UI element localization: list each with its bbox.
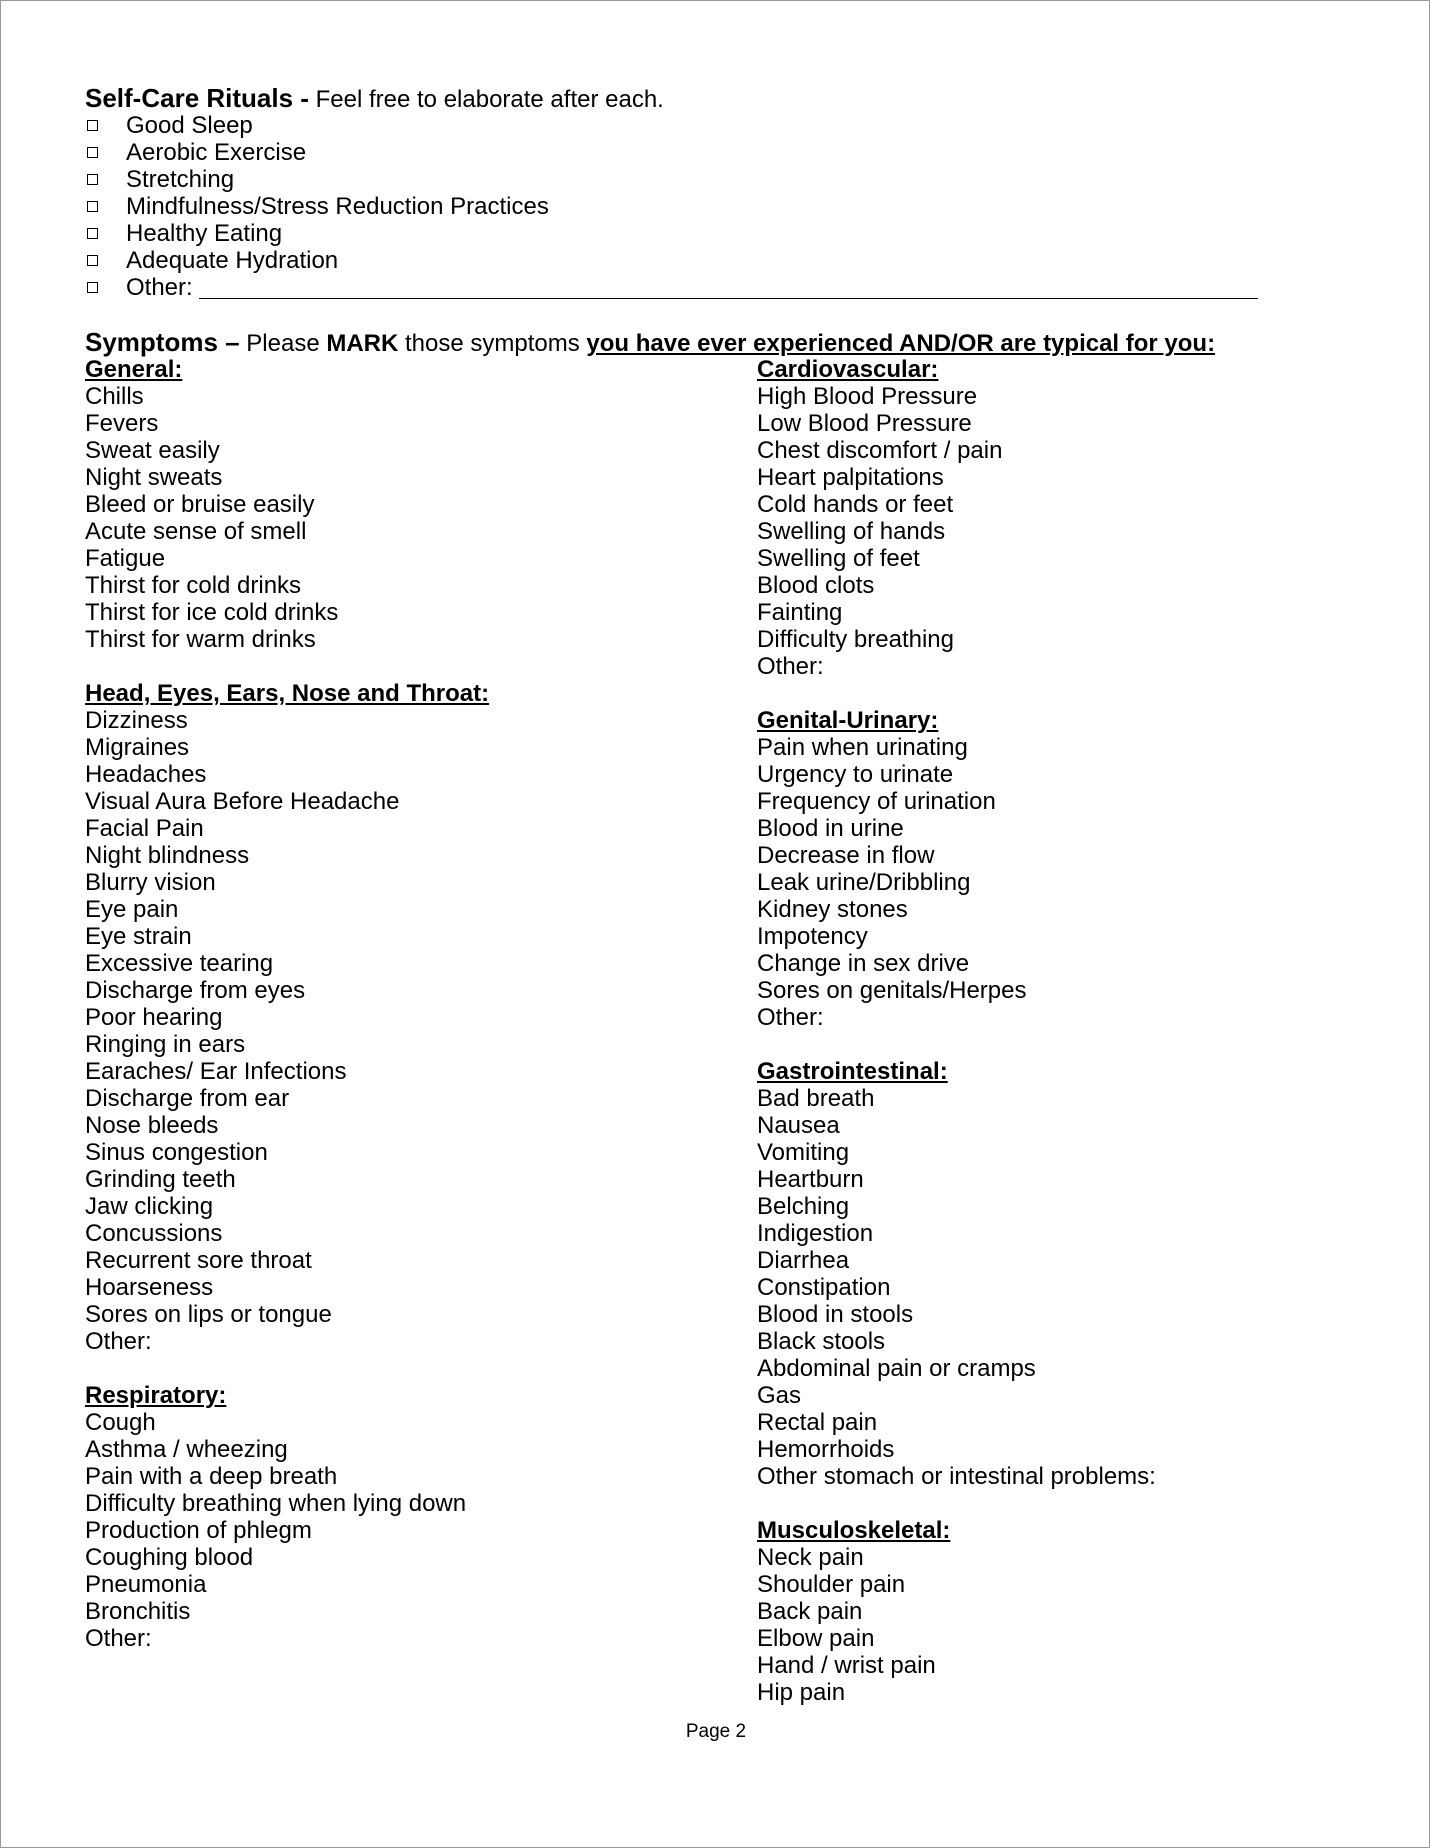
right-column: [757, 356, 1317, 1706]
symptoms-instruction-pre: Please: [246, 330, 320, 357]
self-care-item[interactable]: [85, 247, 1265, 274]
section-list-cardiovascular: [757, 383, 1317, 680]
page-number: Page 2: [685, 1721, 747, 1742]
symptom-item[interactable]: Cough: [85, 1409, 156, 1436]
symptoms-instruction-mark: MARK: [326, 330, 399, 357]
symptom-item[interactable]: Hand / wrist pain: [757, 1652, 936, 1679]
section-list-general: [85, 383, 645, 653]
symptom-item[interactable]: Bronchitis: [85, 1598, 191, 1625]
section-list-respiratory: [85, 1409, 645, 1652]
section-title-musculoskeletal: Musculoskeletal:: [757, 1517, 951, 1544]
symptom-item[interactable]: Blood in stools: [757, 1301, 914, 1328]
symptom-item[interactable]: Sores on genitals/Herpes: [757, 977, 1027, 1004]
symptom-item[interactable]: Night blindness: [85, 842, 250, 869]
self-care-other-label: Other:: [126, 274, 193, 301]
symptom-item[interactable]: Sores on lips or tongue: [85, 1301, 332, 1328]
checkbox[interactable]: [87, 174, 98, 185]
symptom-item[interactable]: Thirst for warm drinks: [85, 626, 316, 653]
checkbox[interactable]: [87, 255, 98, 266]
symptom-item[interactable]: Eye strain: [85, 923, 192, 950]
symptom-item[interactable]: Bleed or bruise easily: [85, 491, 315, 518]
section-list-genital-urinary: [757, 734, 1317, 1031]
symptom-item[interactable]: Chills: [85, 383, 144, 410]
self-care-item-label: Aerobic Exercise: [126, 139, 307, 166]
symptom-item[interactable]: Headaches: [85, 761, 207, 788]
section-title-heent: Head, Eyes, Ears, Nose and Throat:: [85, 680, 490, 707]
self-care-checklist: [85, 112, 1265, 274]
symptom-item[interactable]: Hoarseness: [85, 1274, 214, 1301]
symptom-item[interactable]: Eye pain: [85, 896, 179, 923]
symptom-item[interactable]: Difficulty breathing: [757, 626, 954, 653]
symptom-item[interactable]: Vomiting: [757, 1139, 850, 1166]
symptom-item[interactable]: Elbow pain: [757, 1625, 875, 1652]
symptom-item[interactable]: Grinding teeth: [85, 1166, 236, 1193]
symptom-item[interactable]: Pain when urinating: [757, 734, 968, 761]
symptom-item[interactable]: Thirst for cold drinks: [85, 572, 302, 599]
symptoms-title: Symptoms –: [85, 327, 240, 357]
self-care-item[interactable]: [85, 193, 1265, 220]
symptom-item[interactable]: Bad breath: [757, 1085, 875, 1112]
self-care-subtitle: Feel free to elaborate after each.: [315, 86, 664, 113]
symptom-item[interactable]: Decrease in flow: [757, 842, 935, 869]
symptom-item[interactable]: Shoulder pain: [757, 1571, 906, 1598]
symptom-item[interactable]: Other:: [757, 1004, 824, 1031]
self-care-other-row: [85, 274, 1265, 301]
symptom-item[interactable]: Visual Aura Before Headache: [85, 788, 400, 815]
symptom-item[interactable]: Nausea: [757, 1112, 840, 1139]
symptom-item[interactable]: Other stomach or intestinal problems:: [757, 1463, 1156, 1490]
self-care-item[interactable]: [85, 112, 1265, 139]
symptom-item[interactable]: Earaches/ Ear Infections: [85, 1058, 347, 1085]
symptom-item[interactable]: Sweat easily: [85, 437, 220, 464]
symptom-item[interactable]: Heartburn: [757, 1166, 864, 1193]
self-care-title: Self-Care Rituals -: [85, 83, 309, 113]
symptom-item[interactable]: Thirst for ice cold drinks: [85, 599, 339, 626]
symptom-item[interactable]: Ringing in ears: [85, 1031, 246, 1058]
symptom-item[interactable]: Back pain: [757, 1598, 863, 1625]
symptom-item[interactable]: Pneumonia: [85, 1571, 207, 1598]
self-care-item-label: Stretching: [126, 166, 235, 193]
symptom-item[interactable]: Discharge from eyes: [85, 977, 306, 1004]
symptom-item[interactable]: Difficulty breathing when lying down: [85, 1490, 467, 1517]
symptom-item[interactable]: Cold hands or feet: [757, 491, 954, 518]
symptom-item[interactable]: Excessive tearing: [85, 950, 274, 977]
symptom-item[interactable]: Impotency: [757, 923, 868, 950]
symptoms-instruction-mid: those symptoms: [405, 330, 580, 357]
symptom-item[interactable]: Recurrent sore throat: [85, 1247, 312, 1274]
symptom-item[interactable]: Belching: [757, 1193, 850, 1220]
checkbox[interactable]: [87, 120, 98, 131]
checkbox[interactable]: [87, 201, 98, 212]
self-care-item-label: Adequate Hydration: [126, 247, 339, 274]
self-care-item-label: Good Sleep: [126, 112, 253, 139]
symptom-item[interactable]: Coughing blood: [85, 1544, 254, 1571]
symptoms-heading: [85, 329, 1265, 356]
symptom-item[interactable]: Other:: [757, 653, 824, 680]
symptom-item[interactable]: Production of phlegm: [85, 1517, 312, 1544]
symptom-item[interactable]: Chest discomfort / pain: [757, 437, 1003, 464]
symptom-item[interactable]: Sinus congestion: [85, 1139, 268, 1166]
self-care-item-label: Healthy Eating: [126, 220, 283, 247]
symptom-item[interactable]: Night sweats: [85, 464, 223, 491]
symptom-item[interactable]: Discharge from ear: [85, 1085, 290, 1112]
symptom-item[interactable]: Diarrhea: [757, 1247, 850, 1274]
symptom-item[interactable]: Hemorrhoids: [757, 1436, 895, 1463]
symptom-item[interactable]: Nose bleeds: [85, 1112, 219, 1139]
symptom-item[interactable]: Fevers: [85, 410, 159, 437]
self-care-item[interactable]: [85, 139, 1265, 166]
symptom-item[interactable]: Urgency to urinate: [757, 761, 954, 788]
page-content: [85, 83, 1265, 1706]
symptom-item[interactable]: Gas: [757, 1382, 802, 1409]
section-list-musculoskeletal: [757, 1544, 1317, 1706]
symptom-item[interactable]: Indigestion: [757, 1220, 874, 1247]
symptom-item[interactable]: Pain with a deep breath: [85, 1463, 338, 1490]
symptom-item[interactable]: Other:: [85, 1625, 152, 1652]
section-title-gastrointestinal: Gastrointestinal:: [757, 1058, 948, 1085]
symptom-item[interactable]: Other:: [85, 1328, 152, 1355]
symptom-item[interactable]: Blood clots: [757, 572, 875, 599]
section-list-heent: [85, 707, 645, 1355]
section-title-genital-urinary: Genital-Urinary:: [757, 707, 939, 734]
symptom-item[interactable]: Facial Pain: [85, 815, 204, 842]
symptom-item[interactable]: Hip pain: [757, 1679, 846, 1706]
symptom-item[interactable]: Concussions: [85, 1220, 223, 1247]
self-care-item[interactable]: [85, 220, 1265, 247]
section-title-respiratory: Respiratory:: [85, 1382, 227, 1409]
symptom-item[interactable]: Constipation: [757, 1274, 891, 1301]
symptom-item[interactable]: Jaw clicking: [85, 1193, 214, 1220]
symptom-item[interactable]: High Blood Pressure: [757, 383, 978, 410]
section-title-cardiovascular: Cardiovascular:: [757, 356, 939, 383]
symptom-item[interactable]: Blood in urine: [757, 815, 904, 842]
symptom-item[interactable]: Abdominal pain or cramps: [757, 1355, 1036, 1382]
symptom-item[interactable]: Swelling of feet: [757, 545, 920, 572]
symptom-item[interactable]: Rectal pain: [757, 1409, 878, 1436]
symptom-item[interactable]: Fatigue: [85, 545, 166, 572]
other-write-in-line[interactable]: [199, 276, 1258, 299]
symptom-item[interactable]: Dizziness: [85, 707, 188, 734]
symptom-item[interactable]: Migraines: [85, 734, 190, 761]
checkbox-other[interactable]: [87, 282, 98, 293]
symptom-item[interactable]: Neck pain: [757, 1544, 864, 1571]
symptom-item[interactable]: Kidney stones: [757, 896, 908, 923]
checkbox[interactable]: [87, 228, 98, 239]
symptom-item[interactable]: Acute sense of smell: [85, 518, 307, 545]
left-column: [85, 356, 645, 1652]
section-list-gastrointestinal: [757, 1085, 1317, 1490]
checkbox[interactable]: [87, 147, 98, 158]
symptom-item[interactable]: Heart palpitations: [757, 464, 944, 491]
self-care-heading: [85, 85, 1265, 112]
self-care-item[interactable]: [85, 166, 1265, 193]
symptom-item[interactable]: Blurry vision: [85, 869, 216, 896]
symptom-item[interactable]: Asthma / wheezing: [85, 1436, 288, 1463]
symptom-item[interactable]: Fainting: [757, 599, 843, 626]
symptom-item[interactable]: Low Blood Pressure: [757, 410, 972, 437]
self-care-item-label: Mindfulness/Stress Reduction Practices: [126, 193, 549, 220]
symptoms-instruction-emphasis: you have ever experienced AND/OR are typical for you:: [586, 330, 1216, 357]
symptom-item[interactable]: Poor hearing: [85, 1004, 223, 1031]
section-title-general: General:: [85, 356, 183, 383]
symptom-item[interactable]: Frequency of urination: [757, 788, 996, 815]
symptom-item[interactable]: Leak urine/Dribbling: [757, 869, 971, 896]
symptom-item[interactable]: Change in sex drive: [757, 950, 970, 977]
symptom-item[interactable]: Black stools: [757, 1328, 886, 1355]
symptom-item[interactable]: Swelling of hands: [757, 518, 946, 545]
